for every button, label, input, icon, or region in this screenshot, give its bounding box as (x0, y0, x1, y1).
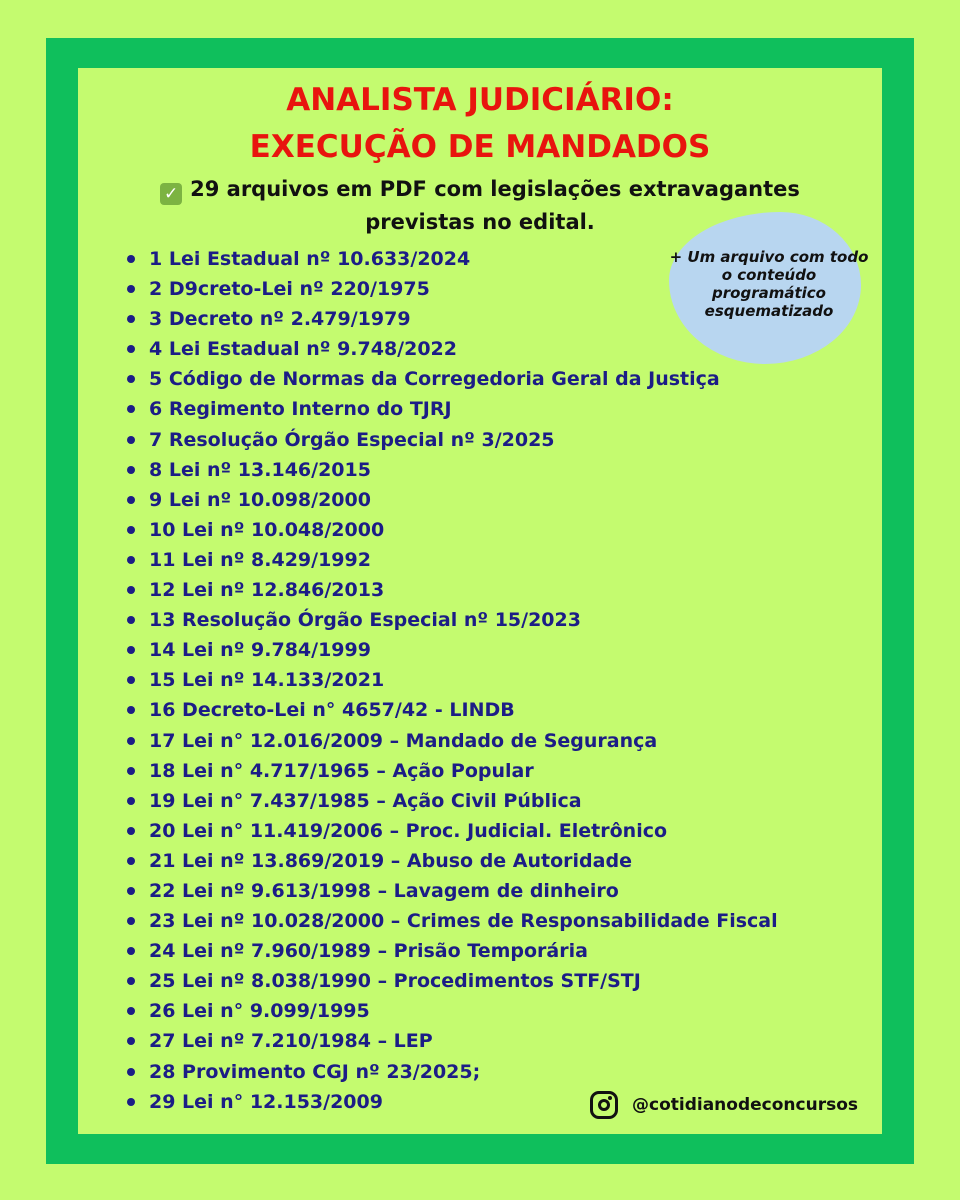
list-item: 3 Decreto nº 2.479/1979 (120, 304, 778, 334)
list-item: 7 Resolução Órgão Especial nº 3/2025 (120, 425, 778, 455)
list-item: 27 Lei nº 7.210/1984 – LEP (120, 1026, 778, 1056)
subtitle-line2: previstas no edital. (365, 210, 595, 234)
list-item: 6 Regimento Interno do TJRJ (120, 394, 778, 424)
list-item: 21 Lei nº 13.869/2019 – Abuso de Autoridade (120, 846, 778, 876)
list-item: 10 Lei nº 10.048/2000 (120, 515, 778, 545)
list-item: 5 Código de Normas da Corregedoria Geral da Justiça (120, 364, 778, 394)
list-item: 23 Lei nº 10.028/2000 – Crimes de Responsabilidade Fiscal (120, 906, 778, 936)
instagram-icon (590, 1091, 618, 1119)
list-item: 2 D9creto-Lei nº 220/1975 (120, 274, 778, 304)
list-item: 28 Provimento CGJ nº 23/2025; (120, 1057, 778, 1087)
list-item: 25 Lei nº 8.038/1990 – Procedimentos STF/STJ (120, 966, 778, 996)
handle-text: @cotidianodeconcursos (632, 1095, 858, 1115)
list-item: 1 Lei Estadual nº 10.633/2024 (120, 244, 778, 274)
check-icon: ✓ (160, 183, 182, 205)
page-title-line1: ANALISTA JUDICIÁRIO: (286, 82, 674, 118)
bubble-text: + Um arquivo com todo o conteúdo programático esquematizado (669, 248, 869, 320)
list-item: 9 Lei nº 10.098/2000 (120, 485, 778, 515)
list-item: 8 Lei nº 13.146/2015 (120, 455, 778, 485)
list-item: 20 Lei n° 11.419/2006 – Proc. Judicial. Eletrônico (120, 816, 778, 846)
list-item: 18 Lei n° 4.717/1965 – Ação Popular (120, 756, 778, 786)
list-item: 16 Decreto-Lei n° 4657/42 - LINDB (120, 695, 778, 725)
law-list (120, 244, 778, 1117)
subtitle-line1 (0, 173, 960, 205)
list-item: 19 Lei n° 7.437/1985 – Ação Civil Pública (120, 786, 778, 816)
list-item: 24 Lei nº 7.960/1989 – Prisão Temporária (120, 936, 778, 966)
list-item: 17 Lei n° 12.016/2009 – Mandado de Segurança (120, 726, 778, 756)
list-item: 13 Resolução Órgão Especial nº 15/2023 (120, 605, 778, 635)
list-item: 14 Lei nº 9.784/1999 (120, 635, 778, 665)
list-item: 29 Lei n° 12.153/2009 (120, 1087, 778, 1117)
list-item: 22 Lei nº 9.613/1998 – Lavagem de dinheiro (120, 876, 778, 906)
subtitle-line1-text: 29 arquivos em PDF com legislações extravagantes (190, 177, 800, 201)
list-item: 15 Lei nº 14.133/2021 (120, 665, 778, 695)
list-item: 12 Lei nº 12.846/2013 (120, 575, 778, 605)
instagram-handle (590, 1087, 858, 1123)
list-item: 4 Lei Estadual nº 9.748/2022 (120, 334, 778, 364)
list-item: 11 Lei nº 8.429/1992 (120, 545, 778, 575)
list-item: 26 Lei n° 9.099/1995 (120, 996, 778, 1026)
page-title-line2: EXECUÇÃO DE MANDADOS (249, 129, 711, 165)
